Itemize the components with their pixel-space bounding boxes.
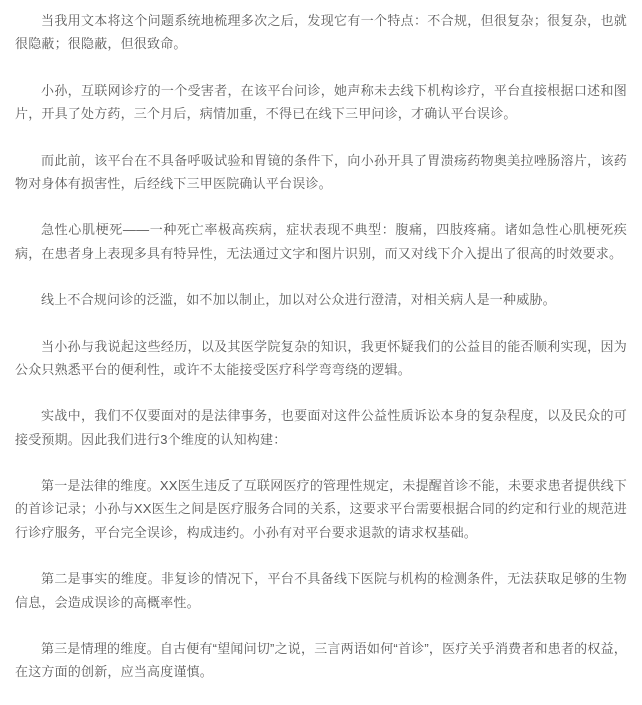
paragraph-three-dimensions: 实战中，我们不仅要面对的是法律事务，也要面对这件公益性质诉讼本身的复杂程度，以及民众的可接受预期。因此我们进行3个维度的认知构建： [15, 408, 627, 447]
paragraph-dimension-law: 第一是法律的维度。XX医生违反了互联网医疗的管理性规定，未提醒首诊不能，未要求患者提供线下的首诊记录；小孙与XX医生之间是医疗服务合同的关系，这要求平台需要根据合同的约定和行业的规范进行诊疗服务，平台完全误诊，构成违约。小孙有对平台要求退款的请求权基础。 [15, 478, 627, 540]
paragraph-public-doubt: 当小孙与我说起这些经历，以及其医学院复杂的知识，我更怀疑我们的公益目的能否顺利实现，因为公众只熟悉平台的便利性，或许不太能接受医疗科学弯弯绕的逻辑。 [15, 338, 627, 377]
paragraph-dimension-reason: 第三是情理的维度。自古便有“望闻问切”之说，三言两语如何“首诊”，医疗关乎消费者和患者的权益，在这方面的创新，应当高度谨慎。 [15, 641, 627, 680]
paragraph-dimension-fact: 第二是事实的维度。非复诊的情况下，平台不具备线下医院与机构的检测条件，无法获取足够的生物信息，会造成误诊的高概率性。 [15, 571, 627, 610]
paragraph-victim-story: 小孙，互联网诊疗的一个受害者，在该平台问诊，她声称未去线下机构诊疗，平台直接根据口述和图片，开具了处方药，三个月后，病情加重，不得已在线下三甲问诊，才确认平台误诊。 [15, 82, 627, 122]
paragraph-online-threat: 线上不合规问诊的泛滥，如不加以制止，加以对公众进行澄清，对相关病人是一种威胁。 [41, 292, 556, 308]
paragraph-misdiagnosis: 而此前，该平台在不具备呼吸试验和胃镜的条件下，向小孙开具了胃溃疡药物奥美拉唑肠溶片，该药物对身体有损害性，后经线下三甲医院确认平台误诊。 [15, 152, 627, 191]
paragraph-problem-traits: 当我用文本将这个问题系统地梳理多次之后，发现它有一个特点：不合规，但很复杂；很复杂，也就很隐蔽；很隐蔽，但很致命。 [15, 13, 627, 52]
paragraph-acute-disease: 急性心肌梗死——一种死亡率极高疾病，症状表现不典型：腹痛，四肢疼痛。诸如急性心肌梗死疾病，在患者身上表现多具有特异性，无法通过文字和图片识别，而又对线下介入提出了很高的时效要求。 [15, 222, 627, 261]
